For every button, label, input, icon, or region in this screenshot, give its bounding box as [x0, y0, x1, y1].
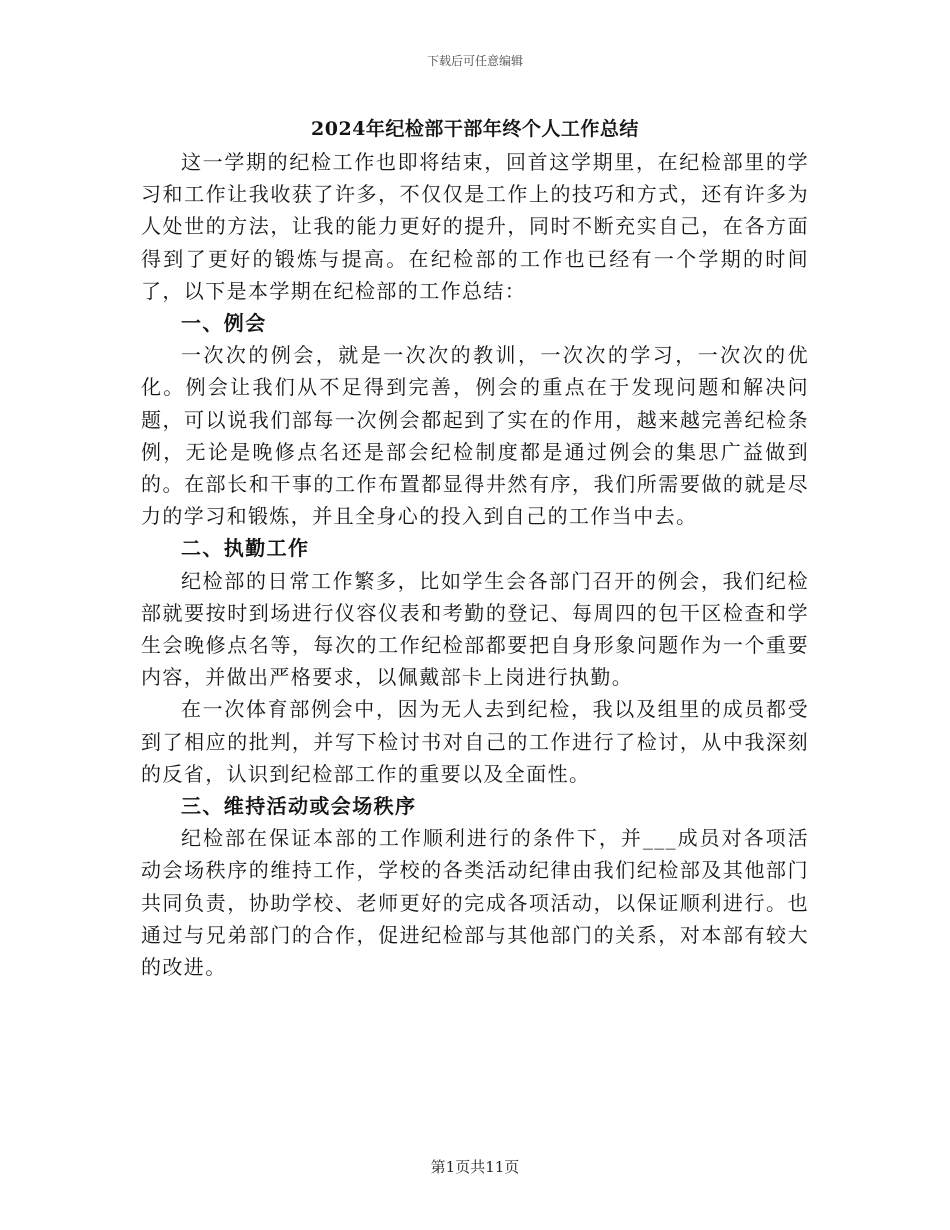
intro-paragraph: 这一学期的纪检工作也即将结束，回首这学期里，在纪检部里的学习和工作让我收获了许多，不仅仅是工作上的技巧和方式，还有许多为人处世的方法，让我的能力更好的提升，同时不断充实自己，在各方面得到了更好的锻炼与提高。在纪检部的工作也已经有一个学期的时间了，以下是本学期在纪检部的工作总结：	[141, 150, 809, 303]
section-paragraph: 在一次体育部例会中，因为无人去到纪检，我以及组里的成员都受到了相应的批判，并写下检讨书对自己的工作进行了检讨，从中我深刻的反省，认识到纪检部工作的重要以及全面性。	[141, 697, 809, 786]
section-meetings	[141, 307, 809, 532]
section-heading: 二、执勤工作	[181, 536, 310, 561]
document-body	[141, 146, 809, 983]
page-number-footer: 第1页共11页	[430, 1158, 520, 1176]
section-order	[141, 790, 809, 983]
document-title: 2024年纪检部干部年终个人工作总结	[311, 118, 639, 140]
section-duty	[141, 532, 809, 790]
section-heading: 三、维持活动或会场秩序	[181, 794, 417, 819]
section-heading: 一、例会	[181, 311, 267, 336]
header-note: 下载后可任意编辑	[426, 54, 523, 68]
section-paragraph: 纪检部在保证本部的工作顺利进行的条件下，并___成员对各项活动会场秩序的维持工作，学校的各类活动纪律由我们纪检部及其他部门共同负责，协助学校、老师更好的完成各项活动，以保证顺利进行。也通过与兄弟部门的合作，促进纪检部与其他部门的关系，对本部有较大的改进。	[141, 826, 809, 980]
section-paragraph: 一次次的例会，就是一次次的教训，一次次的学习，一次次的优化。例会让我们从不足得到完善，例会的重点在于发现问题和解决问题，可以说我们部每一次例会都起到了实在的作用，越来越完善纪检条例，无论是晚修点名还是部会纪检制度都是通过例会的集思广益做到的。在部长和干事的工作布置都显得井然有序，我们所需要做的就是尽力的学习和锻炼，并且全身心的投入到自己的工作当中去。	[141, 343, 809, 529]
section-paragraph: 纪检部的日常工作繁多，比如学生会各部门召开的例会，我们纪检部就要按时到场进行仪容仪表和考勤的登记、每周四的包干区检查和学生会晚修点名等，每次的工作纪检部都要把自身形象问题作为一个重要内容，并做出严格要求，以佩戴部卡上岗进行执勤。	[141, 568, 809, 690]
